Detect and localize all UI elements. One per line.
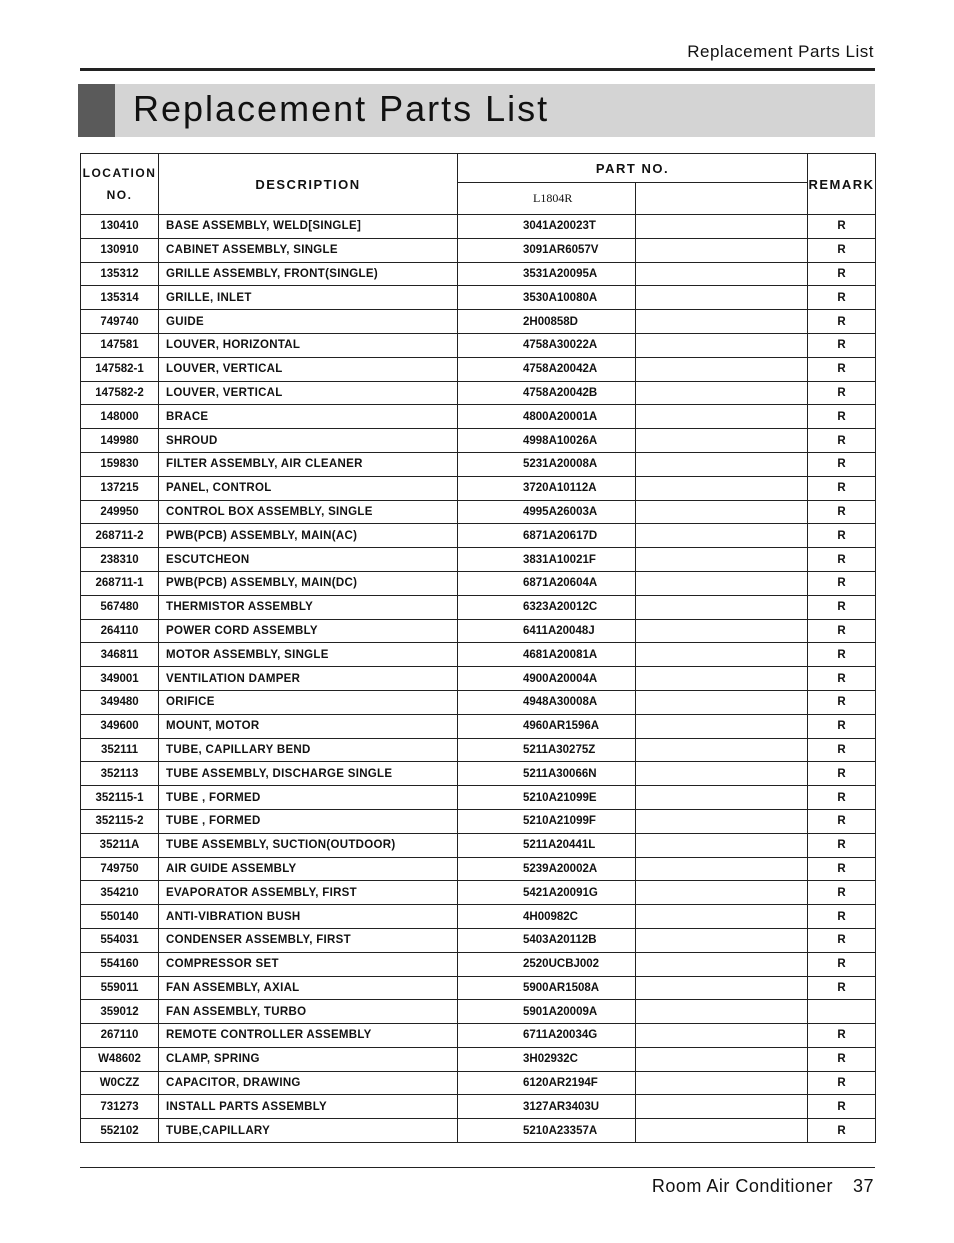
remark-cell: R [808, 809, 876, 833]
remark-cell: R [808, 857, 876, 881]
part-number-cell: 5239A20002A [458, 857, 636, 881]
description-cell: VENTILATION DAMPER [159, 667, 458, 691]
part-number-cell: 4900A20004A [458, 667, 636, 691]
remark-cell: R [808, 1047, 876, 1071]
blank-cell [636, 952, 808, 976]
table-row [81, 928, 876, 952]
table-row [81, 500, 876, 524]
header-model: L1804R [458, 183, 636, 215]
location-cell: 554031 [81, 928, 159, 952]
location-cell: 264110 [81, 619, 159, 643]
part-number-cell: 4758A30022A [458, 333, 636, 357]
remark-cell: R [808, 286, 876, 310]
table-row [81, 405, 876, 429]
blank-cell [636, 786, 808, 810]
description-cell: EVAPORATOR ASSEMBLY, FIRST [159, 881, 458, 905]
description-cell: REMOTE CONTROLLER ASSEMBLY [159, 1024, 458, 1048]
table-row [81, 476, 876, 500]
remark-cell: R [808, 667, 876, 691]
description-cell: GRILLE, INLET [159, 286, 458, 310]
location-cell: 359012 [81, 1000, 159, 1024]
table-row [81, 738, 876, 762]
part-number-cell: 5210A21099E [458, 786, 636, 810]
remark-cell: R [808, 1071, 876, 1095]
description-cell: LOUVER, VERTICAL [159, 357, 458, 381]
blank-cell [636, 595, 808, 619]
blank-cell [636, 452, 808, 476]
location-cell: 147582-1 [81, 357, 159, 381]
part-number-cell: 6871A20617D [458, 524, 636, 548]
remark-cell: R [808, 976, 876, 1000]
description-cell: PWB(PCB) ASSEMBLY, MAIN(AC) [159, 524, 458, 548]
description-cell: AIR GUIDE ASSEMBLY [159, 857, 458, 881]
description-cell: FAN ASSEMBLY, TURBO [159, 1000, 458, 1024]
part-number-cell: 6323A20012C [458, 595, 636, 619]
location-cell: 137215 [81, 476, 159, 500]
blank-cell [636, 310, 808, 334]
part-number-cell: 5901A20009A [458, 1000, 636, 1024]
location-cell: 147582-2 [81, 381, 159, 405]
parts-table [80, 153, 876, 1143]
table-row [81, 1000, 876, 1024]
remark-cell: R [808, 500, 876, 524]
blank-cell [636, 215, 808, 239]
remark-cell: R [808, 595, 876, 619]
table-row [81, 857, 876, 881]
table-row [81, 881, 876, 905]
remark-cell: R [808, 738, 876, 762]
blank-cell [636, 524, 808, 548]
remark-cell: R [808, 405, 876, 429]
table-row [81, 286, 876, 310]
location-cell: 559011 [81, 976, 159, 1000]
blank-cell [636, 1071, 808, 1095]
description-cell: BRACE [159, 405, 458, 429]
description-cell: TUBE ASSEMBLY, SUCTION(OUTDOOR) [159, 833, 458, 857]
location-cell: 148000 [81, 405, 159, 429]
location-cell: 550140 [81, 905, 159, 929]
part-number-cell: 4960AR1596A [458, 714, 636, 738]
part-number-cell: 3831A10021F [458, 548, 636, 572]
blank-cell [636, 857, 808, 881]
blank-cell [636, 1000, 808, 1024]
part-number-cell: 2520UCBJ002 [458, 952, 636, 976]
part-number-cell: 4681A20081A [458, 643, 636, 667]
part-number-cell: 6871A20604A [458, 571, 636, 595]
description-cell: TUBE,CAPILLARY [159, 1119, 458, 1143]
footer-product: Room Air Conditioner [651, 1176, 833, 1196]
location-cell: 249950 [81, 500, 159, 524]
blank-cell [636, 500, 808, 524]
location-cell: 352111 [81, 738, 159, 762]
location-cell: 352115-1 [81, 786, 159, 810]
part-number-cell: 4H00982C [458, 905, 636, 929]
table-row [81, 714, 876, 738]
blank-cell [636, 1095, 808, 1119]
description-cell: TUBE ASSEMBLY, DISCHARGE SINGLE [159, 762, 458, 786]
description-cell: COMPRESSOR SET [159, 952, 458, 976]
part-number-cell: 5211A30066N [458, 762, 636, 786]
blank-cell [636, 262, 808, 286]
location-cell: 268711-1 [81, 571, 159, 595]
blank-cell [636, 571, 808, 595]
blank-cell [636, 690, 808, 714]
description-cell: GUIDE [159, 310, 458, 334]
part-number-cell: 5421A20091G [458, 881, 636, 905]
location-cell: 130410 [81, 215, 159, 239]
part-number-cell: 3720A10112A [458, 476, 636, 500]
parts-table-body [81, 215, 876, 1143]
part-number-cell: 3041A20023T [458, 215, 636, 239]
header-remark: REMARK [808, 154, 876, 215]
blank-cell [636, 429, 808, 453]
remark-cell: R [808, 476, 876, 500]
table-row [81, 595, 876, 619]
description-cell: TUBE, CAPILLARY BEND [159, 738, 458, 762]
remark-cell: R [808, 524, 876, 548]
part-number-cell: 3H02932C [458, 1047, 636, 1071]
remark-cell: R [808, 690, 876, 714]
table-row [81, 762, 876, 786]
location-cell: 147581 [81, 333, 159, 357]
page-footer [652, 1176, 874, 1197]
table-row [81, 548, 876, 572]
description-cell: SHROUD [159, 429, 458, 453]
part-number-cell: 5211A30275Z [458, 738, 636, 762]
remark-cell [808, 1000, 876, 1024]
description-cell: LOUVER, HORIZONTAL [159, 333, 458, 357]
table-row [81, 429, 876, 453]
part-number-cell: 6411A20048J [458, 619, 636, 643]
description-cell: CLAMP, SPRING [159, 1047, 458, 1071]
location-cell: 238310 [81, 548, 159, 572]
location-cell: 554160 [81, 952, 159, 976]
remark-cell: R [808, 357, 876, 381]
description-cell: TUBE , FORMED [159, 809, 458, 833]
blank-cell [636, 405, 808, 429]
blank-cell [636, 1047, 808, 1071]
blank-cell [636, 381, 808, 405]
table-row [81, 976, 876, 1000]
bottom-rule [80, 1167, 875, 1168]
blank-cell [636, 357, 808, 381]
location-cell: 349001 [81, 667, 159, 691]
part-number-cell: 6711A20034G [458, 1024, 636, 1048]
location-cell: 731273 [81, 1095, 159, 1119]
header-model-blank [636, 183, 808, 215]
part-number-cell: 4948A30008A [458, 690, 636, 714]
table-row [81, 310, 876, 334]
location-cell: 135312 [81, 262, 159, 286]
description-cell: TUBE , FORMED [159, 786, 458, 810]
title-band [78, 84, 875, 137]
remark-cell: R [808, 786, 876, 810]
part-number-cell: 3530A10080A [458, 286, 636, 310]
location-cell: 130910 [81, 238, 159, 262]
description-cell: THERMISTOR ASSEMBLY [159, 595, 458, 619]
blank-cell [636, 286, 808, 310]
location-cell: 567480 [81, 595, 159, 619]
page-number: 37 [852, 1176, 874, 1196]
description-cell: CONDENSER ASSEMBLY, FIRST [159, 928, 458, 952]
table-row [81, 905, 876, 929]
blank-cell [636, 619, 808, 643]
remark-cell: R [808, 452, 876, 476]
blank-cell [636, 667, 808, 691]
part-number-cell: 6120AR2194F [458, 1071, 636, 1095]
part-number-cell: 5231A20008A [458, 452, 636, 476]
table-row [81, 1024, 876, 1048]
table-row [81, 357, 876, 381]
remark-cell: R [808, 833, 876, 857]
remark-cell: R [808, 643, 876, 667]
description-cell: INSTALL PARTS ASSEMBLY [159, 1095, 458, 1119]
description-cell: CAPACITOR, DRAWING [159, 1071, 458, 1095]
remark-cell: R [808, 333, 876, 357]
table-row [81, 1047, 876, 1071]
remark-cell: R [808, 1024, 876, 1048]
location-cell: 267110 [81, 1024, 159, 1048]
part-number-cell: 4995A26003A [458, 500, 636, 524]
table-row [81, 524, 876, 548]
description-cell: BASE ASSEMBLY, WELD[SINGLE] [159, 215, 458, 239]
location-cell: 749740 [81, 310, 159, 334]
blank-cell [636, 905, 808, 929]
description-cell: ORIFICE [159, 690, 458, 714]
location-cell: 349600 [81, 714, 159, 738]
location-cell: 35211A [81, 833, 159, 857]
part-number-cell: 4998A10026A [458, 429, 636, 453]
remark-cell: R [808, 881, 876, 905]
table-row [81, 1095, 876, 1119]
location-cell: 135314 [81, 286, 159, 310]
running-header: Replacement Parts List [687, 42, 874, 61]
remark-cell: R [808, 215, 876, 239]
description-cell: PANEL, CONTROL [159, 476, 458, 500]
table-row [81, 690, 876, 714]
table-row [81, 381, 876, 405]
blank-cell [636, 548, 808, 572]
blank-cell [636, 1119, 808, 1143]
part-number-cell: 4758A20042A [458, 357, 636, 381]
blank-cell [636, 1024, 808, 1048]
remark-cell: R [808, 905, 876, 929]
location-cell: 346811 [81, 643, 159, 667]
table-row [81, 1119, 876, 1143]
remark-cell: R [808, 928, 876, 952]
table-row [81, 667, 876, 691]
location-cell: W48602 [81, 1047, 159, 1071]
remark-cell: R [808, 1119, 876, 1143]
part-number-cell: 4758A20042B [458, 381, 636, 405]
blank-cell [636, 928, 808, 952]
description-cell: CABINET ASSEMBLY, SINGLE [159, 238, 458, 262]
remark-cell: R [808, 1095, 876, 1119]
description-cell: FILTER ASSEMBLY, AIR CLEANER [159, 452, 458, 476]
location-cell: 149980 [81, 429, 159, 453]
location-cell: 352115-2 [81, 809, 159, 833]
table-row [81, 1071, 876, 1095]
table-row [81, 786, 876, 810]
remark-cell: R [808, 619, 876, 643]
header-part-no: PART NO. [458, 154, 808, 183]
description-cell: PWB(PCB) ASSEMBLY, MAIN(DC) [159, 571, 458, 595]
remark-cell: R [808, 714, 876, 738]
part-number-cell: 3531A20095A [458, 262, 636, 286]
table-row [81, 215, 876, 239]
part-number-cell: 5403A20112B [458, 928, 636, 952]
location-cell: 349480 [81, 690, 159, 714]
blank-cell [636, 643, 808, 667]
part-number-cell: 5900AR1508A [458, 976, 636, 1000]
blank-cell [636, 476, 808, 500]
location-cell: 352113 [81, 762, 159, 786]
remark-cell: R [808, 381, 876, 405]
table-row [81, 619, 876, 643]
description-cell: GRILLE ASSEMBLY, FRONT(SINGLE) [159, 262, 458, 286]
description-cell: MOUNT, MOTOR [159, 714, 458, 738]
description-cell: MOTOR ASSEMBLY, SINGLE [159, 643, 458, 667]
blank-cell [636, 738, 808, 762]
page-title: Replacement Parts List [133, 88, 550, 129]
location-cell: 354210 [81, 881, 159, 905]
description-cell: LOUVER, VERTICAL [159, 381, 458, 405]
table-row [81, 952, 876, 976]
table-row [81, 809, 876, 833]
description-cell: FAN ASSEMBLY, AXIAL [159, 976, 458, 1000]
remark-cell: R [808, 310, 876, 334]
blank-cell [636, 809, 808, 833]
part-number-cell: 3127AR3403U [458, 1095, 636, 1119]
table-row [81, 833, 876, 857]
header-description: DESCRIPTION [159, 154, 458, 215]
remark-cell: R [808, 548, 876, 572]
part-number-cell: 5210A23357A [458, 1119, 636, 1143]
table-row [81, 643, 876, 667]
description-cell: ESCUTCHEON [159, 548, 458, 572]
remark-cell: R [808, 429, 876, 453]
location-cell: 749750 [81, 857, 159, 881]
part-number-cell: 3091AR6057V [458, 238, 636, 262]
blank-cell [636, 714, 808, 738]
location-cell: W0CZZ [81, 1071, 159, 1095]
remark-cell: R [808, 952, 876, 976]
part-number-cell: 4800A20001A [458, 405, 636, 429]
table-row [81, 262, 876, 286]
table-row [81, 238, 876, 262]
description-cell: POWER CORD ASSEMBLY [159, 619, 458, 643]
blank-cell [636, 976, 808, 1000]
table-row [81, 452, 876, 476]
table-row [81, 333, 876, 357]
part-number-cell: 5210A21099F [458, 809, 636, 833]
table-row [81, 571, 876, 595]
remark-cell: R [808, 238, 876, 262]
header-location: LOCATION NO. [81, 154, 159, 215]
part-number-cell: 5211A20441L [458, 833, 636, 857]
location-cell: 552102 [81, 1119, 159, 1143]
description-cell: CONTROL BOX ASSEMBLY, SINGLE [159, 500, 458, 524]
title-accent-block [78, 84, 115, 137]
top-rule [80, 68, 875, 71]
remark-cell: R [808, 762, 876, 786]
location-cell: 159830 [81, 452, 159, 476]
part-number-cell: 2H00858D [458, 310, 636, 334]
blank-cell [636, 238, 808, 262]
blank-cell [636, 333, 808, 357]
blank-cell [636, 833, 808, 857]
description-cell: ANTI-VIBRATION BUSH [159, 905, 458, 929]
blank-cell [636, 881, 808, 905]
remark-cell: R [808, 571, 876, 595]
blank-cell [636, 762, 808, 786]
remark-cell: R [808, 262, 876, 286]
location-cell: 268711-2 [81, 524, 159, 548]
